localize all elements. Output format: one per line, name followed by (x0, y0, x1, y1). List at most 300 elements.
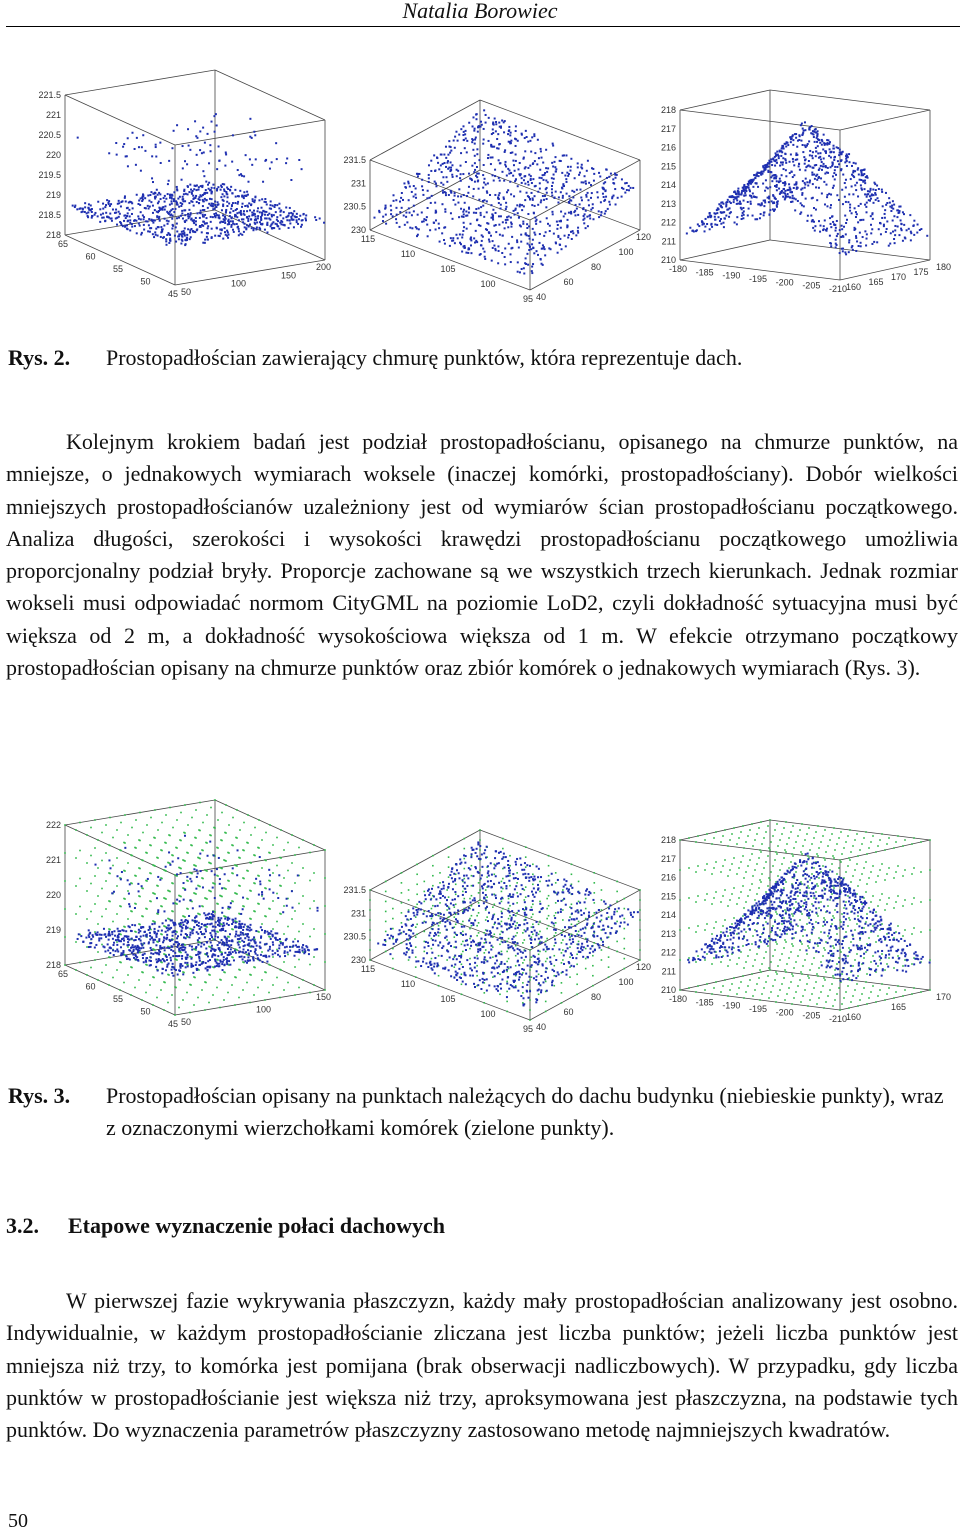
voxel-vertex (149, 872, 151, 874)
cloud-point (131, 930, 133, 932)
cloud-point (226, 957, 228, 959)
cloud-point (264, 211, 266, 213)
voxel-vertex (90, 911, 92, 913)
cloud-point (487, 154, 489, 156)
cloud-point (760, 173, 762, 175)
cloud-point (873, 202, 875, 204)
voxel-vertex (180, 812, 182, 814)
cloud-point (222, 907, 224, 909)
cloud-point (585, 180, 587, 182)
cloud-point (247, 949, 249, 951)
cloud-point (526, 136, 528, 138)
cloud-point (272, 953, 274, 955)
voxel-vertex (174, 1014, 176, 1016)
cloud-point (210, 189, 212, 191)
cloud-point (783, 192, 785, 194)
cloud-point (123, 220, 125, 222)
cloud-point (855, 189, 857, 191)
voxel-vertex (455, 893, 457, 895)
cloud-point (574, 210, 576, 212)
cloud-point (104, 220, 106, 222)
cloud-point (199, 853, 201, 855)
cloud-point (506, 175, 508, 177)
cloud-point (165, 866, 167, 868)
cloud-point (131, 952, 133, 954)
cloud-point (892, 219, 894, 221)
cloud-point (857, 221, 859, 223)
cloud-point (530, 178, 532, 180)
cloud-point (178, 238, 180, 240)
cloud-point (527, 141, 529, 143)
voxel-vertex (257, 847, 259, 849)
cloud-point (750, 201, 752, 203)
cloud-point (178, 943, 180, 945)
cloud-point (289, 222, 291, 224)
cloud-point (584, 213, 586, 215)
cloud-point (864, 168, 866, 170)
cloud-point (266, 217, 268, 219)
cloud-point (492, 219, 494, 221)
voxel-vertex (578, 881, 580, 883)
cloud-point (179, 900, 181, 902)
voxel-vertex (152, 920, 154, 922)
cloud-point (137, 883, 139, 885)
voxel-vertex (119, 961, 121, 963)
z-tick-label: 231.5 (343, 155, 366, 165)
voxel-vertex (94, 959, 96, 961)
cloud-point (289, 950, 291, 952)
cloud-point (791, 197, 793, 199)
voxel-vertex (101, 944, 103, 946)
cloud-point (148, 960, 150, 962)
cloud-point (497, 133, 499, 135)
cloud-point (172, 902, 174, 904)
cloud-point (206, 941, 208, 943)
cloud-point (184, 200, 186, 202)
caption-label: Rys. 2. (8, 345, 71, 370)
voxel-vertex (469, 958, 471, 960)
voxel-vertex (94, 875, 96, 877)
cloud-point (527, 243, 529, 245)
cloud-point (211, 930, 213, 932)
voxel-vertex (160, 933, 162, 935)
cloud-point (203, 933, 205, 935)
voxel-vertex (101, 972, 103, 974)
voxel-vertex (385, 931, 387, 933)
cloud-point (163, 197, 165, 199)
cloud-point (755, 182, 757, 184)
cloud-point (168, 242, 170, 244)
cloud-point (373, 217, 375, 219)
cloud-point (736, 199, 738, 201)
cloud-point (402, 199, 404, 201)
cloud-point (89, 942, 91, 944)
voxel-vertex (219, 1007, 221, 1009)
cloud-point (186, 237, 188, 239)
cloud-point (403, 215, 405, 217)
voxel-vertex (453, 916, 455, 918)
cloud-point (108, 152, 110, 154)
cloud-point (270, 938, 272, 940)
cloud-point (113, 942, 115, 944)
cloud-point (553, 161, 555, 163)
voxel-vertex (153, 837, 155, 839)
voxel-vertex (204, 869, 206, 871)
cloud-point (200, 946, 202, 948)
voxel-vertex (639, 919, 641, 921)
cloud-point (200, 226, 202, 228)
voxel-vertex (294, 854, 296, 856)
cloud-point (154, 952, 156, 954)
cloud-point (484, 256, 486, 258)
cloud-point (831, 215, 833, 217)
voxel-vertex (309, 908, 311, 910)
cloud-point (132, 944, 134, 946)
cloud-point (809, 181, 811, 183)
cloud-point (126, 207, 128, 209)
cloud-point (502, 221, 504, 223)
cloud-point (587, 199, 589, 201)
voxel-vertex (448, 846, 450, 848)
cloud-point (495, 123, 497, 125)
cloud-point (195, 946, 197, 948)
cloud-point (259, 856, 261, 858)
voxel-vertex (261, 979, 263, 981)
cloud-point (218, 145, 220, 147)
cloud-point (524, 262, 526, 264)
voxel-vertex (431, 918, 433, 920)
voxel-vertex (569, 916, 571, 918)
cloud-point (532, 178, 534, 180)
cloud-point (181, 955, 183, 957)
voxel-vertex (201, 849, 203, 851)
cloud-point (221, 186, 223, 188)
cloud-point (198, 951, 200, 953)
cloud-point (200, 926, 202, 928)
voxel-vertex (238, 885, 240, 887)
voxel-vertex (242, 989, 244, 991)
cloud-point (496, 138, 498, 140)
cloud-point (441, 154, 443, 156)
voxel-vertex (324, 961, 326, 963)
voxel-vertex (439, 882, 441, 884)
cloud-point (110, 947, 112, 949)
cloud-point (885, 192, 887, 194)
cloud-point (889, 243, 891, 245)
voxel-vertex (86, 862, 88, 864)
cloud-point (95, 944, 97, 946)
cloud-point (264, 932, 266, 934)
z-tick-label: 230.5 (343, 201, 366, 212)
cloud-point (437, 162, 439, 164)
cloud-point (158, 216, 160, 218)
voxel-vertex (476, 975, 478, 977)
voxel-vertex (415, 906, 417, 908)
cloud-point (545, 206, 547, 208)
cloud-point (804, 129, 806, 131)
cloud-point (206, 953, 208, 955)
voxel-vertex (157, 829, 159, 831)
voxel-vertex (219, 979, 221, 981)
cloud-point (77, 137, 79, 139)
cloud-point (399, 201, 401, 203)
cloud-point (833, 185, 835, 187)
voxel-vertex (246, 842, 248, 844)
y-tick-label: 100 (231, 278, 247, 289)
cloud-point (444, 162, 446, 164)
voxel-vertex (97, 867, 99, 869)
cloud-point (255, 953, 257, 955)
voxel-vertex (186, 852, 188, 854)
cloud-point (189, 934, 191, 936)
cloud-point (605, 210, 607, 212)
cloud-point (531, 270, 533, 272)
cloud-point (505, 206, 507, 208)
cloud-point (830, 204, 832, 206)
cloud-point (782, 196, 784, 198)
cloud-point (818, 220, 820, 222)
voxel-vertex (616, 921, 618, 923)
cloud-point (546, 187, 548, 189)
cloud-point (733, 201, 735, 203)
cloud-point (257, 207, 259, 209)
cloud-point (234, 189, 236, 191)
cloud-point (228, 223, 230, 225)
cloud-point (144, 150, 146, 152)
cloud-point (199, 130, 201, 132)
cloud-point (478, 125, 480, 127)
cloud-point (442, 189, 444, 191)
cloud-point (196, 164, 198, 166)
cloud-point (138, 218, 140, 220)
cloud-point (217, 924, 219, 926)
voxel-vertex (506, 1011, 508, 1013)
cloud-point (152, 941, 154, 943)
cloud-point (577, 230, 579, 232)
cloud-point (833, 172, 835, 174)
cloud-point (184, 209, 186, 211)
cloud-point (821, 192, 823, 194)
cloud-point (132, 207, 134, 209)
cloud-point (577, 162, 579, 164)
cloud-point (190, 958, 192, 960)
cloud-point (486, 990, 488, 992)
voxel-vertex (471, 925, 473, 927)
voxel-vertex (178, 1007, 180, 1009)
cloud-point (807, 215, 809, 217)
voxel-vertex (561, 982, 563, 984)
cloud-point (111, 220, 113, 222)
voxel-vertex (548, 865, 550, 867)
voxel-vertex (531, 976, 533, 978)
voxel-vertex (502, 868, 504, 870)
cloud-point (217, 201, 219, 203)
cloud-point (920, 228, 922, 230)
cloud-point (491, 918, 493, 920)
voxel-vertex (123, 982, 125, 984)
voxel-vertex (545, 981, 547, 983)
cloud-point (711, 223, 713, 225)
cloud-point (515, 178, 517, 180)
cloud-point (475, 137, 477, 139)
cloud-point (522, 223, 524, 225)
cloud-point (108, 203, 110, 205)
cloud-point (186, 876, 188, 878)
cloud-point (242, 949, 244, 951)
cloud-point (165, 919, 167, 921)
cloud-point (510, 132, 512, 134)
cloud-point (194, 231, 196, 233)
cloud-point (524, 175, 526, 177)
cloud-point (248, 952, 250, 954)
cloud-point (610, 173, 612, 175)
voxel-vertex (522, 972, 524, 974)
cloud-point (559, 220, 561, 222)
x-tick-label: 50 (140, 276, 151, 287)
cloud-point (119, 940, 121, 942)
voxel-vertex (471, 885, 473, 887)
cloud-point (806, 181, 808, 183)
cloud-point (225, 938, 227, 940)
voxel-vertex (186, 964, 188, 966)
cloud-point (885, 231, 887, 233)
cloud-point (605, 189, 607, 191)
cloud-point (745, 186, 747, 188)
voxel-vertex (555, 872, 557, 874)
voxel-vertex (105, 824, 107, 826)
voxel-vertex (601, 909, 603, 911)
cloud-point (463, 209, 465, 211)
cloud-point (586, 196, 588, 198)
cloud-point (484, 258, 486, 260)
x-tick-label: 50 (140, 1006, 151, 1017)
cloud-point (306, 946, 308, 948)
voxel-vertex (423, 911, 425, 913)
cloud-point (266, 203, 268, 205)
voxel-vertex (369, 939, 371, 941)
cloud-point (547, 181, 549, 183)
cloud-point (217, 203, 219, 205)
cloud-point (237, 849, 239, 851)
cloud-point (460, 208, 462, 210)
cloud-point (272, 205, 274, 207)
cloud-point (185, 219, 187, 221)
voxel-vertex (532, 873, 534, 875)
cloud-point (564, 175, 566, 177)
cloud-point (855, 235, 857, 237)
cloud-point (413, 196, 415, 198)
cloud-point (881, 191, 883, 193)
voxel-vertex (227, 992, 229, 994)
cloud-point (605, 196, 607, 198)
voxel-vertex (415, 976, 417, 978)
cloud-point (835, 230, 837, 232)
voxel-vertex (174, 958, 176, 960)
cloud-point (249, 929, 251, 931)
voxel-vertex (184, 804, 186, 806)
cloud-point (238, 219, 240, 221)
cloud-point (743, 184, 745, 186)
cloud-point (202, 194, 204, 196)
cloud-point (390, 205, 392, 207)
cloud-point (509, 253, 511, 255)
cloud-point (483, 164, 485, 166)
cloud-point (127, 938, 129, 940)
voxel-vertex (578, 931, 580, 933)
cloud-point (237, 226, 239, 228)
cloud-point (521, 177, 523, 179)
cloud-point (802, 128, 804, 130)
cloud-point (232, 210, 234, 212)
cloud-point (864, 182, 866, 184)
cloud-point (505, 161, 507, 163)
cloud-point (541, 177, 543, 179)
cloud-point (210, 950, 212, 952)
cloud-point (460, 165, 462, 167)
cloud-point (240, 931, 242, 933)
cloud-point (141, 944, 143, 946)
cloud-point (781, 151, 783, 153)
cloud-point (778, 157, 780, 159)
running-header: Natalia Borowiec (402, 0, 558, 23)
cloud-point (178, 206, 180, 208)
voxel-vertex (479, 849, 481, 851)
cloud-point (246, 962, 248, 964)
cloud-point (243, 191, 245, 193)
cloud-point (520, 241, 522, 243)
cloud-point (552, 213, 554, 215)
cloud-point (185, 193, 187, 195)
voxel-vertex (539, 891, 541, 893)
cloud-point (166, 234, 168, 236)
cloud-point (749, 181, 751, 183)
cloud-point (742, 207, 744, 209)
cloud-point (523, 205, 525, 207)
cloud-point (454, 242, 456, 244)
cloud-point (773, 177, 775, 179)
cloud-point (190, 228, 192, 230)
cloud-point (120, 205, 122, 207)
cloud-point (849, 207, 851, 209)
voxel-vertex (555, 912, 557, 914)
cloud-point (167, 964, 169, 966)
cloud-point (507, 226, 509, 228)
voxel-vertex (174, 902, 176, 904)
voxel-vertex (216, 903, 218, 905)
cloud-point (451, 164, 453, 166)
voxel-vertex (101, 916, 103, 918)
cloud-point (131, 226, 133, 228)
cloud-point (470, 244, 472, 246)
cloud-point (533, 135, 535, 137)
voxel-vertex (461, 993, 463, 995)
cloud-point (175, 969, 177, 971)
voxel-vertex (446, 959, 448, 961)
cloud-point (136, 137, 138, 139)
voxel-vertex (167, 862, 169, 864)
cloud-point (185, 951, 187, 953)
cloud-point (515, 125, 517, 127)
cloud-point (166, 934, 168, 936)
cloud-point (192, 907, 194, 909)
cloud-point (126, 958, 128, 960)
cloud-point (499, 143, 501, 145)
cloud-point (569, 170, 571, 172)
cloud-point (476, 219, 478, 221)
cloud-point (250, 939, 252, 941)
cloud-point (99, 934, 101, 936)
voxel-vertex (483, 992, 485, 994)
